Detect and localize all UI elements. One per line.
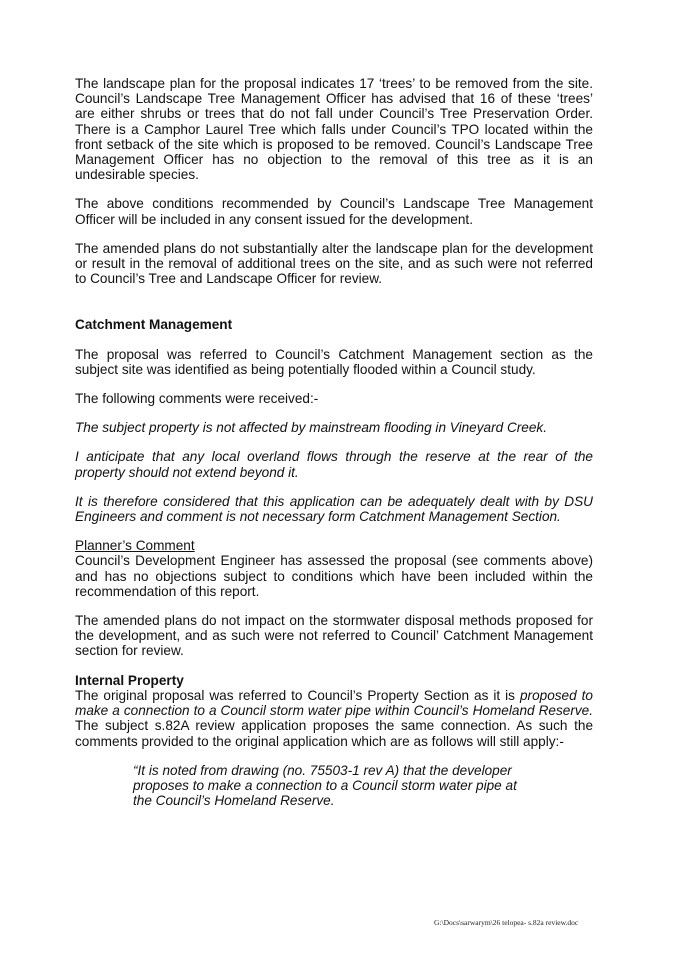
catchment-paragraph-1: The proposal was referred to Council’s Catchment Management section as the subject site was identified as being potentially flooded within a Council study. <box>75 346 593 377</box>
internal-property-quote: “It is noted from drawing (no. 75503-1 rev A) that the developer proposes to make a connection to a Council storm water pipe at the Council’s Homeland Reserve. <box>133 762 517 809</box>
catchment-quote-1: The subject property is not affected by mainstream flooding in Vineyard Creek. <box>75 420 547 436</box>
catchment-quote-3: It is therefore considered that this application can be adequately dealt with by DSU Engineers and comment is not necessary form Catchment Management Section. <box>75 493 593 525</box>
planners-comment-heading: Planner’s Comment <box>75 538 195 554</box>
planners-comment-paragraph-2: The amended plans do not impact on the stormwater disposal methods proposed for the development, and as such were not referred to Council’ Catchment Management section for review. <box>75 613 593 659</box>
internal-property-text-a: The original proposal was referred to Council’s Property Section as it is <box>75 687 520 703</box>
landscape-paragraph-3: The amended plans do not substantially alter the landscape plan for the development or result in the removal of additional trees on the site, and as such were not referred to Council’s Tree and Landscape Officer for review. <box>75 240 593 287</box>
footer-file-path: G:\Docs\sarwarym\26 telopea- s.82a review.doc <box>434 918 579 927</box>
internal-property-paragraph <box>75 688 593 749</box>
internal-property-text-c: The subject s.82A review application proposes the same connection. As such the comments provided to the original application which are as follows will still apply:- <box>75 718 593 749</box>
document-body <box>75 76 593 808</box>
catchment-paragraph-2: The following comments were received:- <box>75 391 319 407</box>
landscape-paragraph-2: The above conditions recommended by Council’s Landscape Tree Management Officer will be included in any consent issued for the development. <box>75 196 593 227</box>
planners-comment-paragraph-1: Council’s Development Engineer has assessed the proposal (see comments above) and has no objections subject to conditions which have been included within the recommendation of this report. <box>75 553 593 599</box>
internal-property-text-b: proposed to make a connection to a Council storm water pipe within Council’s Homeland Reserve. <box>75 687 593 719</box>
landscape-paragraph-1: The landscape plan for the proposal indicates 17 ‘trees’ to be removed from the site. Council’s Landscape Tree Management Officer has advised that 16 of these ‘trees’ are either shrubs or trees that do not fall under Council’s Tree Preservation Order. There is a Camphor Laurel Tree which falls under Council’s TPO located within the front setback of the site which is proposed to be removed. Council’s Landscape Tree Management Officer has no objection to the removal of this tree as it is an undesirable species. <box>75 76 593 183</box>
catchment-heading: Catchment Management <box>75 317 233 333</box>
internal-property-heading: Internal Property <box>75 672 184 688</box>
catchment-quote-2: I anticipate that any local overland flows through the reserve at the rear of the property should not extend beyond it. <box>75 449 593 480</box>
